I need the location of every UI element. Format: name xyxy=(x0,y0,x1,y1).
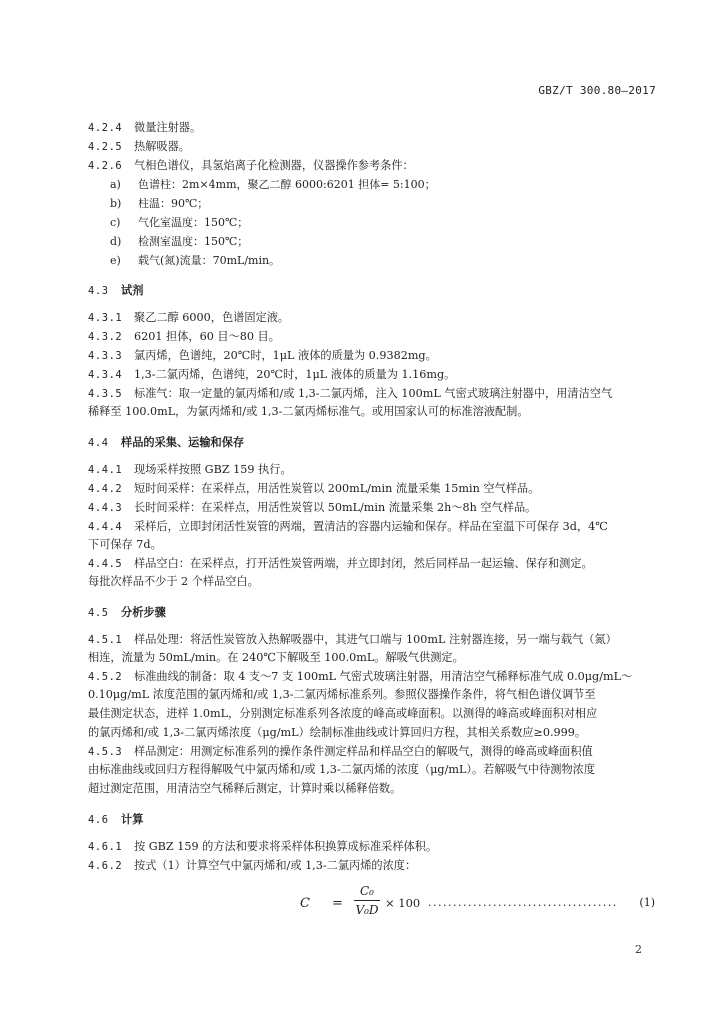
formula-multiplier: × 100 xyxy=(385,896,421,910)
section-number: 4.6 xyxy=(88,814,109,826)
clause-text: 按 GBZ 159 的方法和要求将采样体积换算成标准采样体积。 xyxy=(134,840,438,853)
clause-text: 标准曲线的制备：取 4 支～7 支 100mL 气密式玻璃注射器，用清洁空气稀释标准气成 0.0μg/mL～ xyxy=(134,670,633,683)
clause-4-4-5 xyxy=(88,555,660,573)
clause-number: 4.3.5 xyxy=(88,388,123,400)
condition-e xyxy=(110,252,280,270)
clause-4-5-2 xyxy=(88,668,660,686)
clause-text: 长时间采样：在采样点，用活性炭管以 50mL/min 流量采集 2h～8h 空气样品。 xyxy=(134,501,537,514)
clause-text: 1,3-二氯丙烯，色谱纯，20℃时，1μL 液体的质量为 1.16mg。 xyxy=(134,368,456,381)
condition-text: 检测室温度：150℃； xyxy=(138,235,249,248)
clause-4-6-1 xyxy=(88,838,660,856)
clause-4-2-5 xyxy=(88,138,660,156)
formula-lhs: C xyxy=(300,896,310,911)
clause-text: 采样后，立即封闭活性炭管的两端，置清洁的容器内运输和保存。样品在室温下可保存 3d，4℃ xyxy=(134,520,608,533)
clause-text: 短时间采样：在采样点，用活性炭管以 200mL/min 流量采集 15min 空气样品。 xyxy=(134,482,540,495)
clause-4-5-3-continued-2: 超过测定范围，用清洁空气稀释后测定，计算时乘以稀释倍数。 xyxy=(88,782,402,795)
clause-text: 聚乙二醇 6000，色谱固定液。 xyxy=(134,311,290,324)
formula-fraction xyxy=(354,884,380,917)
clause-number: 4.3.4 xyxy=(88,369,123,381)
clause-4-5-3-continued-1: 由标准曲线或回归方程得解吸气中氯丙烯和/或 1,3-二氯丙烯的浓度（μg/mL）。若解吸气中待测物浓度 xyxy=(88,763,596,776)
clause-4-3-4 xyxy=(88,366,660,384)
clause-4-5-1-continued: 相连，流量为 50mL/min。在 240℃下解吸至 100.0mL。解吸气供测定。 xyxy=(88,651,464,664)
formula-1 xyxy=(300,884,655,924)
clause-number: 4.4.3 xyxy=(88,502,123,514)
clause-text: 标准气：取一定量的氯丙烯和/或 1,3-二氯丙烯，注入 100mL 气密式玻璃注射器中，用清洁空气 xyxy=(134,387,613,400)
clause-number: 4.2.4 xyxy=(88,122,123,134)
section-title: 分析步骤 xyxy=(121,606,166,619)
section-title: 计算 xyxy=(121,813,144,826)
clause-number: 4.5.2 xyxy=(88,671,123,683)
condition-c xyxy=(110,214,248,232)
clause-number: 4.2.5 xyxy=(88,141,123,153)
list-marker: b) xyxy=(110,197,122,210)
clause-number: 4.6.2 xyxy=(88,860,123,872)
clause-number: 4.6.1 xyxy=(88,841,123,853)
clause-4-3-3 xyxy=(88,347,660,365)
clause-4-3-5-continued: 稀释至 100.0mL，为氯丙烯和/或 1,3-二氯丙烯标准气。或用国家认可的标准溶液配制。 xyxy=(88,405,529,418)
condition-d xyxy=(110,233,248,251)
clause-number: 4.3.3 xyxy=(88,350,123,362)
list-marker: d) xyxy=(110,235,122,248)
clause-number: 4.4.4 xyxy=(88,521,123,533)
clause-number: 4.4.5 xyxy=(88,558,123,570)
condition-b xyxy=(110,195,208,213)
clause-text: 热解吸器。 xyxy=(134,140,190,153)
fraction-denominator: V₀D xyxy=(355,903,379,917)
section-number: 4.3 xyxy=(88,285,109,297)
fraction-numerator: C₀ xyxy=(360,884,374,898)
clause-text: 气相色谱仪，具氢焰离子化检测器，仪器操作参考条件： xyxy=(134,159,414,172)
section-number: 4.5 xyxy=(88,607,109,619)
clause-number: 4.5.3 xyxy=(88,746,123,758)
clause-4-5-1 xyxy=(88,631,660,649)
clause-number: 4.2.6 xyxy=(88,160,123,172)
clause-text: 样品处理：将活性炭管放入热解吸器中，其进气口端与 100mL 注射器连接，另一端与载气（氮） xyxy=(134,633,617,646)
clause-4-2-6 xyxy=(88,157,660,175)
clause-4-5-3 xyxy=(88,743,660,761)
clause-text: 按式（1）计算空气中氯丙烯和/或 1,3-二氯丙烯的浓度： xyxy=(134,859,417,872)
clause-4-4-5-continued: 每批次样品不少于 2 个样品空白。 xyxy=(88,575,259,588)
clause-number: 4.3.2 xyxy=(88,331,123,343)
formula-number: (1) xyxy=(639,896,655,909)
clause-4-3-1 xyxy=(88,309,660,327)
clause-4-5-2-continued-1: 0.10μg/mL 浓度范围的氯丙烯和/或 1,3-二氯丙烯标准系列。参照仪器操作条件，将气相色谱仪调节至 xyxy=(88,688,596,701)
standard-code: GBZ/T 300.80—2017 xyxy=(538,84,656,97)
section-heading-4-4 xyxy=(88,433,244,452)
clause-text: 微量注射器。 xyxy=(134,121,202,134)
condition-text: 气化室温度：150℃； xyxy=(138,216,249,229)
formula-equals: = xyxy=(332,896,343,911)
clause-4-3-2 xyxy=(88,328,660,346)
page-number: 2 xyxy=(635,943,642,956)
clause-4-4-4-continued: 下可保存 7d。 xyxy=(88,538,162,551)
list-marker: a) xyxy=(110,178,121,191)
section-heading-4-6 xyxy=(88,810,143,829)
clause-number: 4.4.2 xyxy=(88,483,123,495)
clause-4-6-2 xyxy=(88,857,660,875)
fraction-bar xyxy=(354,900,380,901)
condition-text: 柱温：90℃； xyxy=(138,197,209,210)
clause-number: 4.3.1 xyxy=(88,312,123,324)
condition-text: 色谱柱：2m×4mm，聚乙二醇 6000:6201 担体= 5:100； xyxy=(138,178,436,191)
section-heading-4-3 xyxy=(88,281,143,300)
clause-4-4-1 xyxy=(88,461,660,479)
section-title: 样品的采集、运输和保存 xyxy=(121,436,245,449)
clause-text: 现场采样按照 GBZ 159 执行。 xyxy=(134,463,292,476)
clause-4-3-5 xyxy=(88,385,660,403)
section-title: 试剂 xyxy=(121,284,144,297)
clause-text: 样品空白：在采样点，打开活性炭管两端，并立即封闭，然后同样品一起运输、保存和测定。 xyxy=(134,557,593,570)
clause-4-5-2-continued-2: 最佳测定状态，进样 1.0mL，分别测定标准系列各浓度的峰高或峰面积。以测得的峰高或峰面积对相应 xyxy=(88,707,598,720)
clause-4-4-2 xyxy=(88,480,660,498)
clause-text: 氯丙烯，色谱纯，20℃时，1μL 液体的质量为 0.9382mg。 xyxy=(134,349,437,362)
clause-4-4-4 xyxy=(88,518,660,536)
formula-leader-dots: ...................................... xyxy=(428,896,618,909)
clause-4-2-4 xyxy=(88,119,660,137)
section-number: 4.4 xyxy=(88,437,109,449)
clause-number: 4.4.1 xyxy=(88,464,123,476)
clause-4-4-3 xyxy=(88,499,660,517)
section-heading-4-5 xyxy=(88,603,166,622)
list-marker: c) xyxy=(110,216,121,229)
condition-text: 载气(氮)流量：70mL/min。 xyxy=(138,254,281,267)
clause-number: 4.5.1 xyxy=(88,634,123,646)
clause-text: 6201 担体，60 目～80 目。 xyxy=(134,330,280,343)
clause-text: 样品测定：用测定标准系列的操作条件测定样品和样品空白的解吸气，测得的峰高或峰面积值 xyxy=(134,745,593,758)
list-marker: e) xyxy=(110,254,121,267)
clause-4-5-2-continued-3: 的氯丙烯和/或 1,3-二氯丙烯浓度（μg/mL）绘制标准曲线或计算回归方程，其相关系数应≥0.999。 xyxy=(88,726,587,739)
condition-a xyxy=(110,176,436,194)
